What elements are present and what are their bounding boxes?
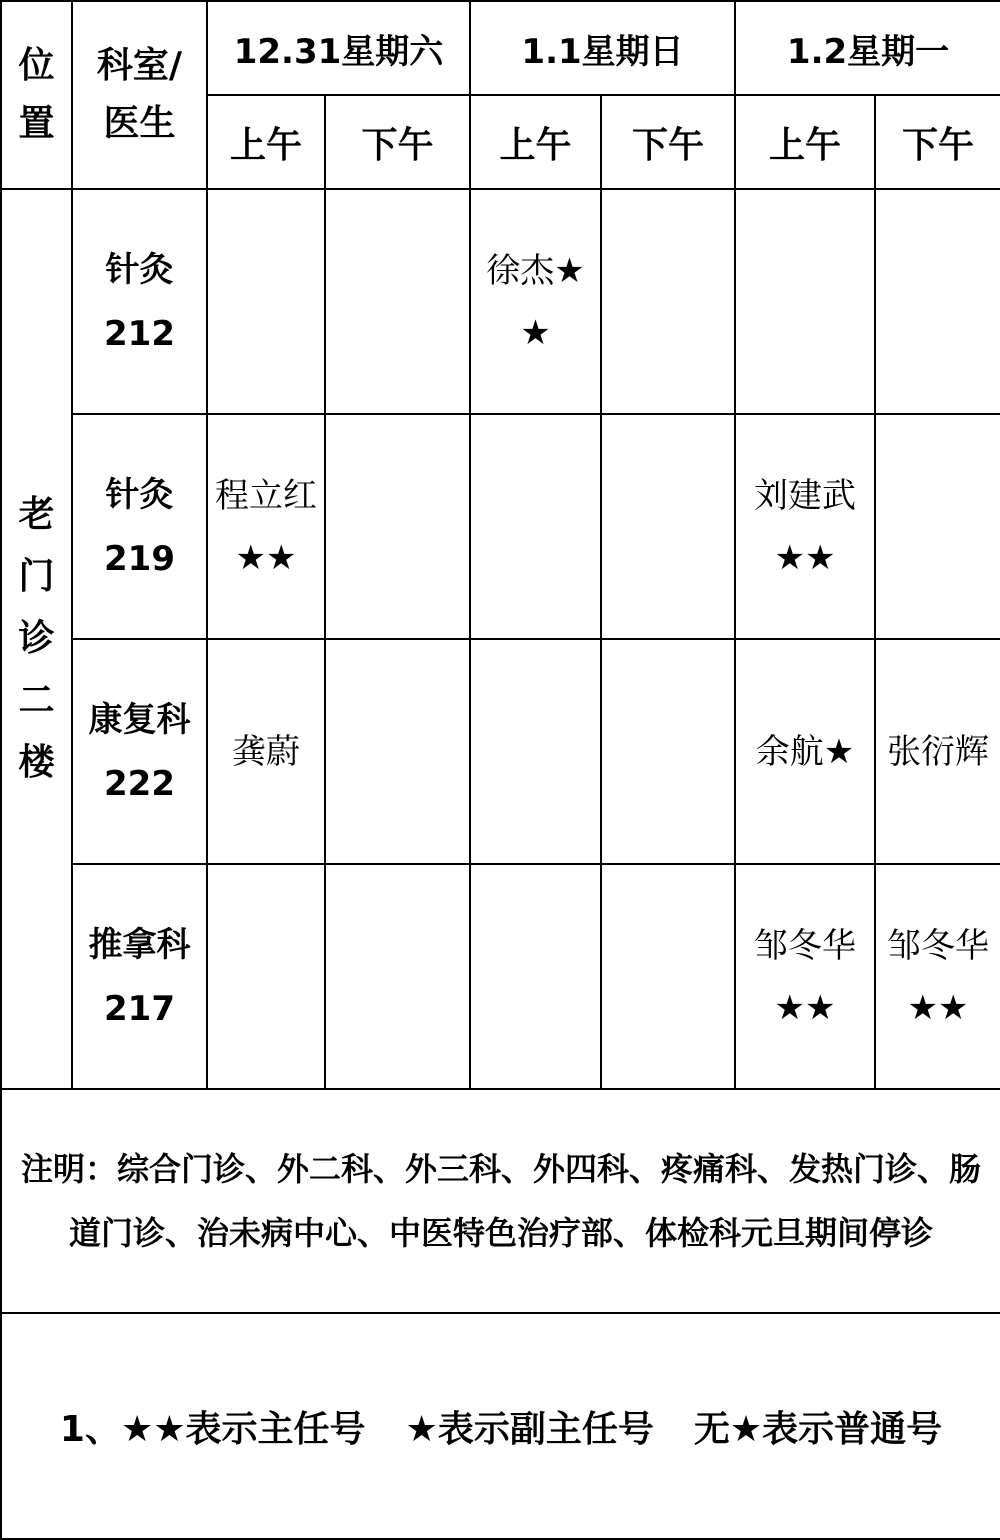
- doctor-name: 程立红: [215, 475, 317, 516]
- session-header-pm: 下午: [325, 95, 470, 189]
- dept-cell: [72, 864, 207, 1089]
- doctor-name: 张衍辉: [887, 731, 990, 772]
- schedule-cell: [207, 189, 325, 414]
- star-legend: [1, 1313, 1000, 1539]
- table-row: [1, 639, 1000, 864]
- legend-item-director: ★★表示主任号: [120, 1408, 366, 1450]
- location-cell: [1, 189, 72, 1089]
- doctor-rank-stars: ★★: [907, 987, 969, 1028]
- doctor-name: 邹冬华: [754, 925, 857, 966]
- dept-name: 针灸: [105, 249, 174, 290]
- dept-name: 针灸: [105, 474, 174, 515]
- room-number: 217: [104, 988, 175, 1029]
- location-header-text: 位置: [18, 45, 55, 144]
- schedule-cell: [207, 639, 325, 864]
- schedule-cell: [875, 414, 1000, 639]
- dept-doctor-header: [72, 1, 207, 189]
- schedule-cell: [325, 864, 470, 1089]
- dept-cell: [72, 414, 207, 639]
- dept-name: 推拿科: [88, 924, 191, 965]
- session-header-am: 上午: [735, 95, 875, 189]
- doctor-name: 龚蔚: [232, 731, 300, 772]
- schedule-cell: [207, 864, 325, 1089]
- dept-cell: [72, 639, 207, 864]
- session-header-am: 上午: [207, 95, 325, 189]
- day-header: 1.1星期日: [470, 1, 735, 95]
- schedule-cell: [735, 189, 875, 414]
- schedule-cell: [601, 639, 735, 864]
- doctor-rank-stars: ★★: [774, 987, 836, 1028]
- location-text: 老门诊二楼: [18, 494, 55, 783]
- dept-doctor-header-text: 科室/医生: [96, 45, 183, 144]
- room-number: 222: [104, 763, 175, 804]
- legend-item-deputy: ★表示副主任号: [405, 1408, 654, 1450]
- session-header-pm: 下午: [601, 95, 735, 189]
- dept-name: 康复科: [88, 699, 191, 740]
- schedule-cell: [325, 189, 470, 414]
- location-header: [1, 1, 72, 189]
- schedule-cell: [875, 639, 1000, 864]
- legend-prefix: 1、: [59, 1408, 121, 1450]
- doctor-rank-stars: ★: [520, 313, 551, 353]
- schedule-cell: [735, 639, 875, 864]
- doctor-name: 余航★: [755, 731, 855, 772]
- schedule-cell: [207, 414, 325, 639]
- table-row: [1, 189, 1000, 414]
- table-row: [1, 864, 1000, 1089]
- room-number: 212: [104, 313, 175, 354]
- legend-item-regular: 无★表示普通号: [693, 1408, 943, 1450]
- doctor-name: 刘建武: [754, 475, 857, 516]
- schedule-cell: [325, 414, 470, 639]
- table-row: [1, 414, 1000, 639]
- schedule-cell: [875, 864, 1000, 1089]
- doctor-rank-stars: ★★: [774, 537, 836, 578]
- dept-cell: [72, 189, 207, 414]
- room-number: 219: [104, 538, 175, 579]
- schedule-cell: [470, 414, 601, 639]
- schedule-cell: [470, 189, 601, 414]
- schedule-cell: [601, 414, 735, 639]
- day-header: 1.2星期一: [735, 1, 1000, 95]
- doctor-name: 徐杰★: [486, 251, 585, 291]
- doctor-rank-stars: ★★: [235, 537, 297, 578]
- schedule-cell: [470, 864, 601, 1089]
- closure-note: 注明：综合门诊、外二科、外三科、外四科、疼痛科、发热门诊、肠道门诊、治未病中心、中医特色治疗部、体检科元旦期间停诊: [1, 1089, 1000, 1313]
- day-header: 12.31星期六: [207, 1, 470, 95]
- schedule-cell: [601, 864, 735, 1089]
- doctor-name: 邹冬华: [887, 925, 990, 966]
- session-header-am: 上午: [470, 95, 601, 189]
- schedule-cell: [875, 189, 1000, 414]
- schedule-cell: [735, 414, 875, 639]
- schedule-cell: [470, 639, 601, 864]
- schedule-cell: [735, 864, 875, 1089]
- schedule-cell: [325, 639, 470, 864]
- schedule-cell: [601, 189, 735, 414]
- session-header-pm: 下午: [875, 95, 1000, 189]
